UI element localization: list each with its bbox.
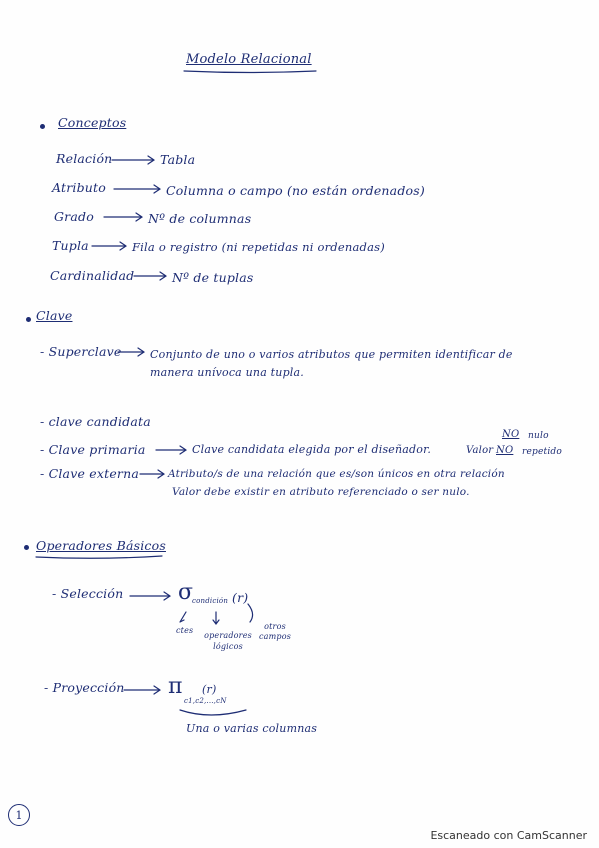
concept-term-grado: Grado: [54, 209, 94, 224]
arrow-icon: [156, 446, 186, 454]
proyeccion-note: Una o varias columnas: [186, 722, 318, 735]
seleccion-term: - Selección: [52, 586, 124, 601]
heading-underline: [36, 556, 162, 558]
operadores-heading: Operadores Básicos: [36, 538, 166, 553]
arrow-icon: [114, 185, 160, 193]
arrow-icon: [92, 242, 126, 250]
concept-term-atributo: Atributo: [52, 180, 107, 195]
scanner-watermark: Escaneado con CamScanner: [430, 829, 587, 842]
concept-def-atributo: Columna o campo (no están ordenados): [166, 183, 425, 198]
clave-primaria-no-repetido: NO: [496, 445, 514, 456]
clave-primaria-repetido: repetido: [522, 447, 562, 457]
arrow-icon: [130, 592, 170, 600]
arrow-icon: [140, 470, 164, 478]
brace-underline: [180, 710, 246, 715]
seleccion-arg: (r): [232, 590, 249, 605]
conceptos-heading: Conceptos: [58, 115, 127, 130]
clave-primaria-no-nulo: NO: [502, 429, 520, 440]
clave-primaria-nulo: nulo: [528, 431, 549, 441]
page-title: Modelo Relacional: [186, 52, 312, 67]
clave-externa-def-line2: Valor debe existir en atributo referenciado o ser nulo.: [172, 486, 470, 498]
arrow-icon: [213, 612, 219, 624]
seleccion-subscript: condición: [192, 597, 229, 605]
clave-heading: Clave: [36, 308, 73, 323]
seleccion-label-ctes: ctes: [176, 626, 194, 635]
concept-def-tupla: Fila o registro (ni repetidas ni ordenadas): [132, 240, 385, 254]
concept-term-tupla: Tupla: [52, 238, 89, 253]
concept-term-relacion: Relación: [56, 151, 113, 166]
concept-def-grado: Nº de columnas: [148, 211, 252, 226]
arrow-icon: [124, 686, 160, 694]
arrow-icon: [112, 156, 154, 164]
page-number: 1: [8, 804, 30, 826]
concept-def-cardinalidad: Nº de tuplas: [172, 270, 254, 285]
arrow-icon: [134, 272, 166, 280]
clave-primaria-valor: Valor: [466, 445, 494, 456]
arrow-icon: [104, 213, 142, 221]
proyeccion-arg: (r): [202, 683, 217, 696]
seleccion-label-otros: otros campos: [258, 622, 292, 641]
concept-term-cardinalidad: Cardinalidad: [50, 268, 135, 283]
arrow-icon: [248, 604, 253, 622]
title-underline: [184, 71, 316, 73]
sigma-symbol: σ: [178, 580, 194, 605]
concept-def-relacion: Tabla: [160, 152, 196, 167]
superclave-def-line2: manera unívoca una tupla.: [150, 366, 304, 379]
arrow-icon: [118, 348, 144, 356]
proyeccion-subscript: c1,c2,...,cN: [184, 697, 227, 705]
superclave-term: - Superclave: [40, 344, 122, 359]
clave-candidata: - clave candidata: [40, 414, 151, 429]
clave-externa-def-line1: Atributo/s de una relación que es/son únicos en otra relación: [168, 468, 505, 480]
superclave-def-line1: Conjunto de uno o varios atributos que permiten identificar de: [150, 348, 513, 361]
pi-symbol: π: [168, 674, 183, 699]
clave-externa-term: - Clave externa: [40, 466, 139, 481]
proyeccion-term: - Proyección: [44, 680, 125, 695]
clave-primaria-term: - Clave primaria: [40, 442, 146, 457]
arrow-icon: [180, 612, 186, 622]
seleccion-label-operadores: operadores lógicos: [204, 631, 252, 651]
clave-primaria-def: Clave candidata elegida por el diseñador.: [192, 443, 432, 456]
